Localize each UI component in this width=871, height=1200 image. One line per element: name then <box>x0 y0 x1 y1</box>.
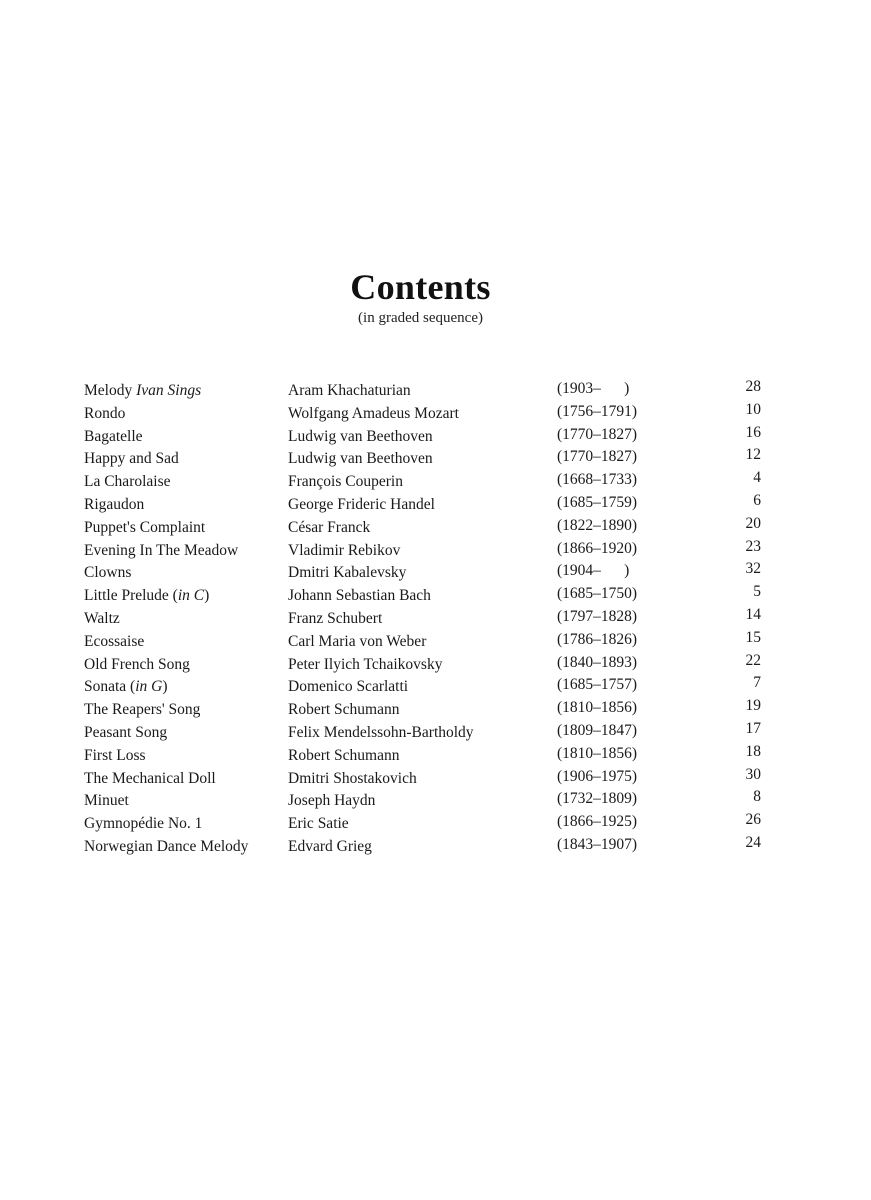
composer-name: Carl Maria von Weber <box>288 632 427 650</box>
composer-dates: (1685–1759) <box>557 493 638 511</box>
piece-title <box>84 608 120 631</box>
composer-name: Joseph Haydn <box>288 792 376 810</box>
piece-title-text: Rondo <box>84 404 126 422</box>
piece-title-suffix: ) <box>204 587 210 605</box>
composer-dates: (1866–1925) <box>557 813 638 831</box>
piece-title <box>84 631 144 654</box>
piece-title <box>84 585 209 608</box>
piece-title-text: Melody <box>84 382 133 399</box>
composer-dates: (1770–1827) <box>557 425 638 443</box>
contents-entry <box>84 469 764 492</box>
piece-title-text: Bagatelle <box>84 427 143 445</box>
piece-title <box>84 676 168 699</box>
page-number: 7 <box>753 674 761 692</box>
piece-title-text: First Loss <box>84 746 146 764</box>
composer-dates: (1756–1791) <box>557 402 638 420</box>
piece-title-text: The Mechanical Doll <box>84 769 216 787</box>
page-number: 8 <box>753 788 761 806</box>
composer-name: Ludwig van Beethoven <box>288 427 433 445</box>
piece-title <box>84 836 248 859</box>
piece-title-text: Waltz <box>84 609 120 627</box>
piece-title-text: La Charolaise <box>84 473 171 491</box>
composer-dates: (1822–1890) <box>557 516 638 534</box>
piece-title <box>84 745 146 768</box>
piece-title-italic: in G <box>135 678 163 696</box>
piece-title-text: Evening In The Meadow <box>84 541 239 559</box>
composer-name: Peter Ilyich Tchaikovsky <box>288 655 443 673</box>
composer-name: Johann Sebastian Bach <box>288 587 431 605</box>
page-number: 28 <box>745 378 761 395</box>
composer-dates: (1903– ) <box>557 380 630 397</box>
contents-entry <box>84 401 764 424</box>
composer-dates: (1770–1827) <box>557 448 638 466</box>
composer-dates: (1732–1809) <box>557 790 638 808</box>
composer-name: Robert Schumann <box>288 746 400 764</box>
page-number: 23 <box>745 537 761 555</box>
composer-dates: (1810–1856) <box>557 699 638 717</box>
contents-entry <box>84 424 764 447</box>
page-number: 17 <box>745 719 761 737</box>
composer-dates: (1685–1757) <box>557 676 638 694</box>
contents-entry <box>84 560 764 583</box>
piece-title-italic: Ivan Sings <box>136 382 202 399</box>
contents-entry <box>84 720 764 743</box>
page-number: 22 <box>745 651 761 669</box>
page-number: 18 <box>745 742 761 760</box>
page-number: 32 <box>745 560 761 578</box>
contents-entry <box>84 674 764 697</box>
page-number: 10 <box>745 400 761 418</box>
composer-dates: (1906–1975) <box>557 767 638 785</box>
contents-entry <box>84 446 764 469</box>
piece-title <box>84 380 201 403</box>
piece-title <box>84 722 167 745</box>
page-number: 5 <box>753 583 761 601</box>
composer-dates: (1809–1847) <box>557 721 638 739</box>
composer-dates: (1904– ) <box>557 562 630 580</box>
piece-title <box>84 426 143 449</box>
page-number: 24 <box>745 833 761 851</box>
piece-title-text: Happy and Sad <box>84 450 179 468</box>
contents-entry <box>84 697 764 720</box>
piece-title-text: Little Prelude ( <box>84 587 178 605</box>
piece-title <box>84 494 144 517</box>
piece-title-text: Ecossaise <box>84 632 145 650</box>
piece-title <box>84 403 125 426</box>
composer-name: Eric Satie <box>288 815 349 833</box>
composer-name: Dmitri Kabalevsky <box>288 564 407 582</box>
composer-name: George Frideric Handel <box>288 495 435 513</box>
piece-title-text: Gymnopédie No. 1 <box>84 815 203 833</box>
composer-name: Robert Schumann <box>288 701 400 719</box>
piece-title-text: The Reapers' Song <box>84 701 201 719</box>
piece-title-text: Sonata ( <box>84 678 136 696</box>
composer-name: Felix Mendelssohn-Bartholdy <box>288 723 474 741</box>
composer-name: Aram Khachaturian <box>288 382 411 399</box>
contents-entry <box>84 606 764 629</box>
page-number: 12 <box>745 446 761 464</box>
page-number: 14 <box>745 605 761 623</box>
composer-name: François Couperin <box>288 473 403 491</box>
composer-name: Edvard Grieg <box>288 837 372 855</box>
contents-entry <box>84 515 764 538</box>
piece-title-text: Old French Song <box>84 655 190 673</box>
contents-entry <box>84 492 764 515</box>
composer-dates: (1685–1750) <box>557 585 638 603</box>
page-number: 15 <box>745 628 761 646</box>
contents-entry <box>84 538 764 561</box>
piece-title-suffix: ) <box>162 678 168 696</box>
piece-title <box>84 790 129 813</box>
page-number: 16 <box>745 423 761 441</box>
piece-title-text: Norwegian Dance Melody <box>84 837 249 855</box>
composer-name: Franz Schubert <box>288 609 383 627</box>
page-number: 4 <box>753 469 761 487</box>
piece-title <box>84 448 179 471</box>
contents-entry <box>84 788 764 811</box>
page-title: Contents <box>350 267 491 307</box>
composer-name: Wolfgang Amadeus Mozart <box>288 404 459 422</box>
piece-title <box>84 540 238 563</box>
page-subtitle: (in graded sequence) <box>358 310 483 326</box>
composer-dates: (1786–1826) <box>557 630 638 648</box>
contents-entry <box>84 652 764 675</box>
piece-title-text: Puppet's Complaint <box>84 518 206 536</box>
composer-name: Dmitri Shostakovich <box>288 769 417 787</box>
piece-title <box>84 699 200 722</box>
piece-title <box>84 471 171 494</box>
piece-title-text: Clowns <box>84 564 132 582</box>
contents-entry <box>84 834 764 857</box>
piece-title <box>84 654 190 677</box>
composer-dates: (1810–1856) <box>557 744 638 762</box>
piece-title <box>84 768 216 791</box>
page-number: 30 <box>745 765 761 783</box>
composer-dates: (1843–1907) <box>557 835 638 853</box>
composer-dates: (1668–1733) <box>557 471 638 489</box>
contents-entry <box>84 583 764 606</box>
contents-entry <box>84 766 764 789</box>
page-number: 6 <box>753 491 761 509</box>
piece-title-text: Minuet <box>84 792 129 810</box>
composer-name: César Franck <box>288 518 371 536</box>
page-number: 26 <box>745 811 761 829</box>
piece-title <box>84 813 202 836</box>
composer-dates: (1797–1828) <box>557 607 638 625</box>
composer-dates: (1866–1920) <box>557 539 638 557</box>
page-number: 20 <box>745 514 761 532</box>
composer-name: Ludwig van Beethoven <box>288 450 433 468</box>
composer-name: Domenico Scarlatti <box>288 678 409 696</box>
contents-list <box>84 378 764 857</box>
contents-entry <box>84 629 764 652</box>
piece-title-text: Rigaudon <box>84 495 145 513</box>
piece-title-text: Peasant Song <box>84 723 168 741</box>
composer-name: Vladimir Rebikov <box>288 541 401 559</box>
composer-dates: (1840–1893) <box>557 653 638 671</box>
piece-title <box>84 562 131 585</box>
contents-entry <box>84 811 764 834</box>
page-number: 19 <box>745 697 761 715</box>
piece-title <box>84 517 205 540</box>
contents-entry <box>84 378 764 401</box>
contents-entry <box>84 743 764 766</box>
piece-title-italic: in C <box>177 587 205 605</box>
